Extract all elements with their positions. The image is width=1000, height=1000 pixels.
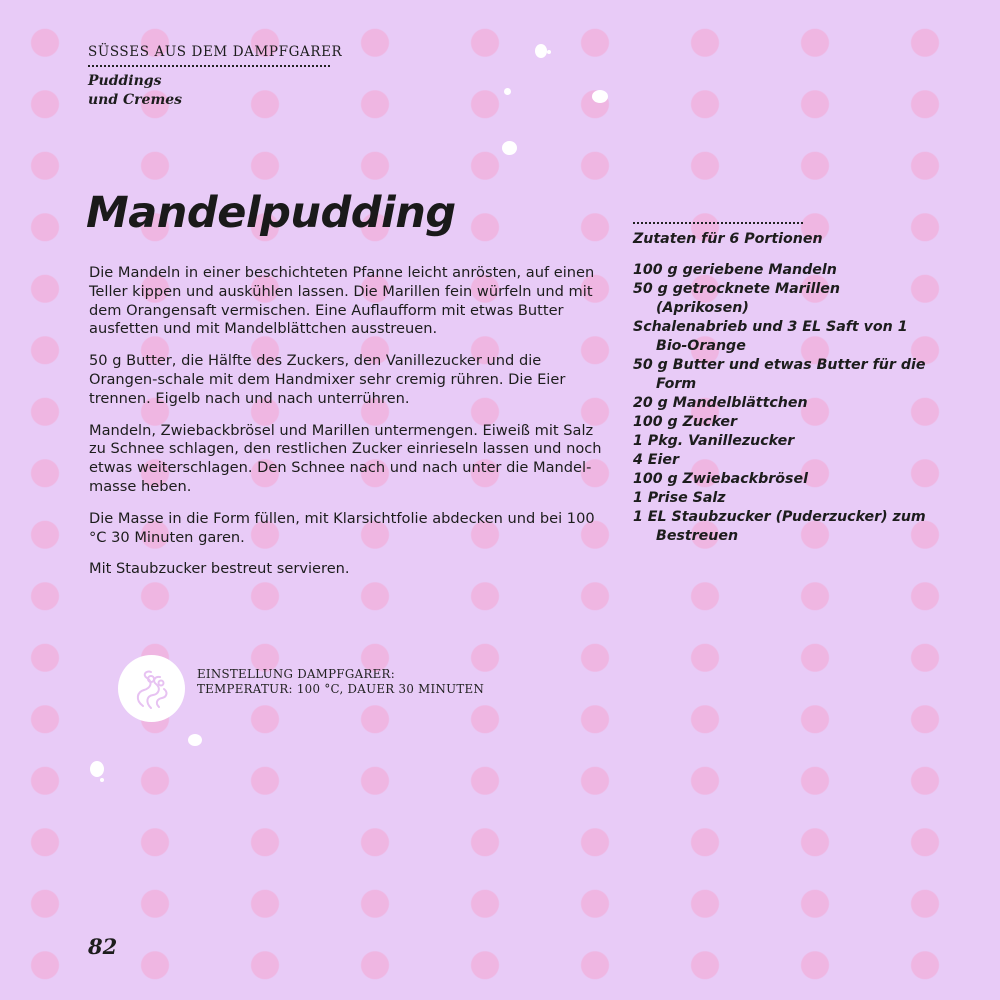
paint-splash-decoration — [504, 88, 511, 95]
steamer-setting — [197, 667, 484, 697]
ingredient-item: 50 g getrocknete Marillen (Aprikosen) — [633, 281, 840, 316]
instruction-paragraph: Mandeln, Zwiebackbrösel und Marillen untermengen. Eiweiß mit Salz zu Schnee schlagen, den restlichen Zucker einrieseln lassen und noch etwas weiterschlagen. Den Schnee nach und nach unter die Mandel-masse heben. — [89, 421, 602, 495]
steam-icon — [118, 655, 185, 722]
ingredient-item: 100 g Zwiebackbrösel — [633, 471, 808, 487]
instruction-paragraph: Mit Staubzucker bestreut servieren. — [89, 560, 350, 578]
dotted-divider — [633, 222, 803, 224]
ingredient-item: 100 g geriebene Mandeln — [633, 262, 837, 278]
steam-swirl-icon — [131, 666, 173, 712]
paint-splash-decoration — [90, 761, 104, 777]
ingredient-item: 1 EL Staubzucker (Puderzucker) zum Bestreuen — [633, 509, 926, 544]
steamer-setting-values: TEMPERATUR: 100 °C, DAUER 30 MINUTEN — [197, 682, 485, 696]
paint-splash-decoration — [547, 50, 551, 54]
paint-splash-decoration — [502, 141, 517, 155]
section-subtitle — [88, 72, 330, 110]
ingredient-item: Schalenabrieb und 3 EL Saft von 1 Bio-Orange — [633, 319, 908, 354]
ingredients-heading: Zutaten für 6 Portionen — [633, 231, 823, 247]
chapter-title: SÜSSES AUS DEM DAMPFGARER — [88, 44, 330, 67]
ingredient-item: 1 Pkg. Vanillezucker — [633, 433, 795, 449]
running-header — [88, 44, 343, 110]
ingredient-item: 1 Prise Salz — [633, 490, 726, 506]
instruction-paragraph: Die Mandeln in einer beschichteten Pfanne leicht anrösten, auf einen Teller kippen und auskühlen lassen. Die Marillen fein würfeln und mit dem Orangensaft vermischen. Eine Auflaufform mit etwas Butter ausfetten und mit Mandelblättchen ausstreuen. — [89, 264, 595, 338]
ingredient-item: 4 Eier — [633, 452, 679, 468]
paint-splash-decoration — [188, 734, 202, 746]
recipe-title: Mandelpudding — [86, 188, 456, 238]
paint-splash-decoration — [592, 90, 608, 103]
paint-splash-decoration — [535, 44, 547, 58]
steamer-setting-label: EINSTELLUNG DAMPFGARER: — [197, 667, 395, 681]
ingredient-item: 100 g Zucker — [633, 414, 737, 430]
recipe-instructions — [89, 264, 609, 592]
page-number: 82 — [88, 934, 118, 959]
instruction-paragraph: Die Masse in die Form füllen, mit Klarsichtfolie abdecken und bei 100 °C 30 Minuten garen. — [89, 509, 595, 546]
ingredient-item: 20 g Mandelblättchen — [633, 395, 808, 411]
subtitle-line-2: und Cremes — [88, 92, 183, 108]
instruction-paragraph: 50 g Butter, die Hälfte des Zuckers, den Vanillezucker und die Orangen-schale mit dem Handmixer sehr cremig rühren. Die Eier trennen. Eigelb nach und nach unterrühren. — [89, 352, 566, 407]
subtitle-line-1: Puddings — [88, 73, 162, 89]
ingredient-item: 50 g Butter und etwas Butter für die Form — [633, 357, 926, 392]
ingredients-list — [633, 261, 933, 546]
paint-splash-decoration — [100, 778, 104, 782]
ingredients-panel — [633, 222, 933, 546]
